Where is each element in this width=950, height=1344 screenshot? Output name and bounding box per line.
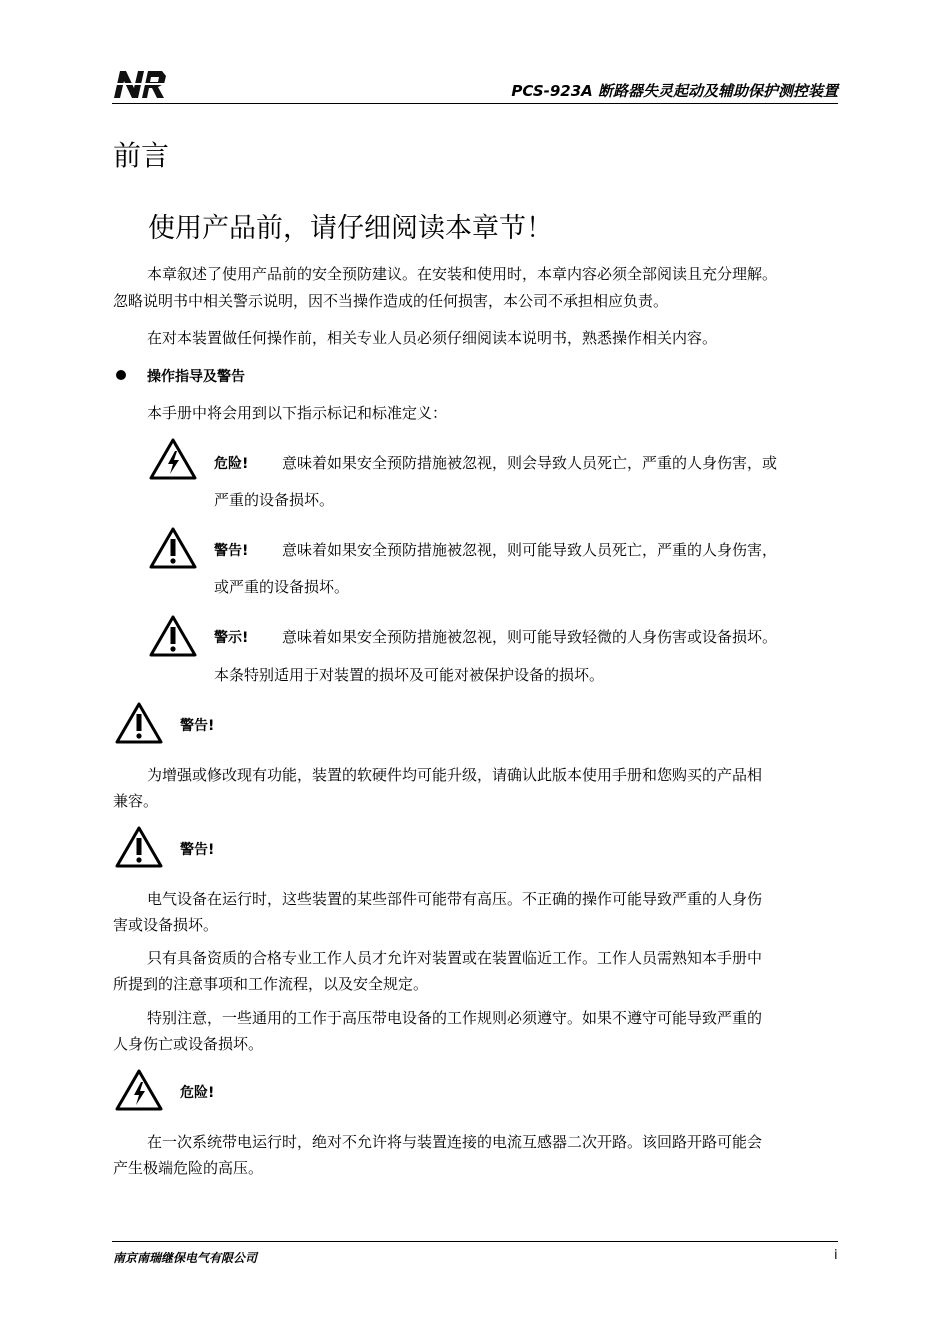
page-heading: 前言	[113, 139, 170, 172]
intro-p1-line1: 本章叙述了使用产品前的安全预防建议。在安装和使用时，本章内容必须全部阅读且充分理解。	[147, 265, 778, 283]
notice-paragraph-line: 为增强或修改现有功能，装置的软硬件均可能升级，请确认此版本使用手册和您购买的产品相	[147, 766, 763, 784]
header-title: PCS-923A 断路器失灵起动及辅助保护测控装置	[511, 82, 838, 100]
notice-paragraph-line: 人身伤亡或设备损坏。	[113, 1035, 264, 1053]
notice-paragraph-line: 害或设备损坏。	[113, 916, 219, 934]
exclamation-warning-icon	[114, 701, 164, 745]
definition-text-line2: 严重的设备损坏。	[214, 491, 335, 509]
definition-text-line2: 或严重的设备损坏。	[214, 578, 350, 596]
footer-company: 南京南瑞继保电气有限公司	[113, 1251, 258, 1265]
definition-text-line1: 意味着如果安全预防措施被忽视，则可能导致轻微的人身伤害或设备损坏。	[282, 628, 778, 646]
bullet-title: 操作指导及警告	[147, 369, 245, 385]
intro-p1-line2: 忽略说明书中相关警示说明，因不当操作造成的任何损害，本公司不承担相应负责。	[113, 292, 669, 310]
notice-paragraph-line: 电气设备在运行时，这些装置的某些部件可能带有高压。不正确的操作可能导致严重的人身伤	[147, 890, 763, 908]
definition-label-danger: 危险!	[214, 456, 249, 472]
definition-label-warning: 警告!	[214, 543, 249, 559]
page-number: i	[834, 1248, 838, 1263]
exclamation-warning-icon	[148, 614, 198, 658]
exclamation-warning-icon	[114, 825, 164, 869]
notice-paragraph-line: 只有具备资质的合格专业工作人员才允许对装置或在装置临近工作。工作人员需熟知本手册中	[147, 949, 763, 967]
bullet-dot	[116, 370, 126, 380]
definition-label-caution: 警示!	[214, 630, 249, 646]
notice-label-warning: 警告!	[180, 718, 215, 734]
section-subheading: 使用产品前，请仔细阅读本章节！	[148, 213, 553, 244]
intro-p2: 在对本装置做任何操作前，相关专业人员必须仔细阅读本说明书，熟悉操作相关内容。	[147, 329, 718, 347]
notice-label-danger: 危险!	[180, 1085, 215, 1101]
notice-paragraph-line: 兼容。	[113, 792, 159, 810]
notice-paragraph-line: 特别注意，一些通用的工作于高压带电设备的工作规则必须遵守。如果不遵守可能导致严重的	[147, 1009, 763, 1027]
notice-paragraph-line: 所提到的注意事项和工作流程，以及安全规定。	[113, 975, 429, 993]
definition-text-line1: 意味着如果安全预防措施被忽视，则可能导致人员死亡，严重的人身伤害，	[282, 541, 778, 559]
header-rule	[112, 103, 838, 104]
high-voltage-icon	[114, 1068, 164, 1112]
notice-label-warning: 警告!	[180, 842, 215, 858]
bullet-intro: 本手册中将会用到以下指示标记和标准定义：	[147, 404, 448, 422]
notice-paragraph-line: 在一次系统带电运行时，绝对不允许将与装置连接的电流互感器二次开路。该回路开路可能会	[147, 1133, 763, 1151]
exclamation-warning-icon	[148, 526, 198, 570]
footer-rule	[112, 1241, 838, 1242]
definition-text-line2: 本条特别适用于对装置的损坏及可能对被保护设备的损坏。	[214, 666, 605, 684]
notice-paragraph-line: 产生极端危险的高压。	[113, 1159, 264, 1177]
high-voltage-icon	[148, 437, 198, 481]
definition-text-line1: 意味着如果安全预防措施被忽视，则会导致人员死亡，严重的人身伤害，或	[282, 454, 778, 472]
company-logo	[112, 68, 168, 100]
